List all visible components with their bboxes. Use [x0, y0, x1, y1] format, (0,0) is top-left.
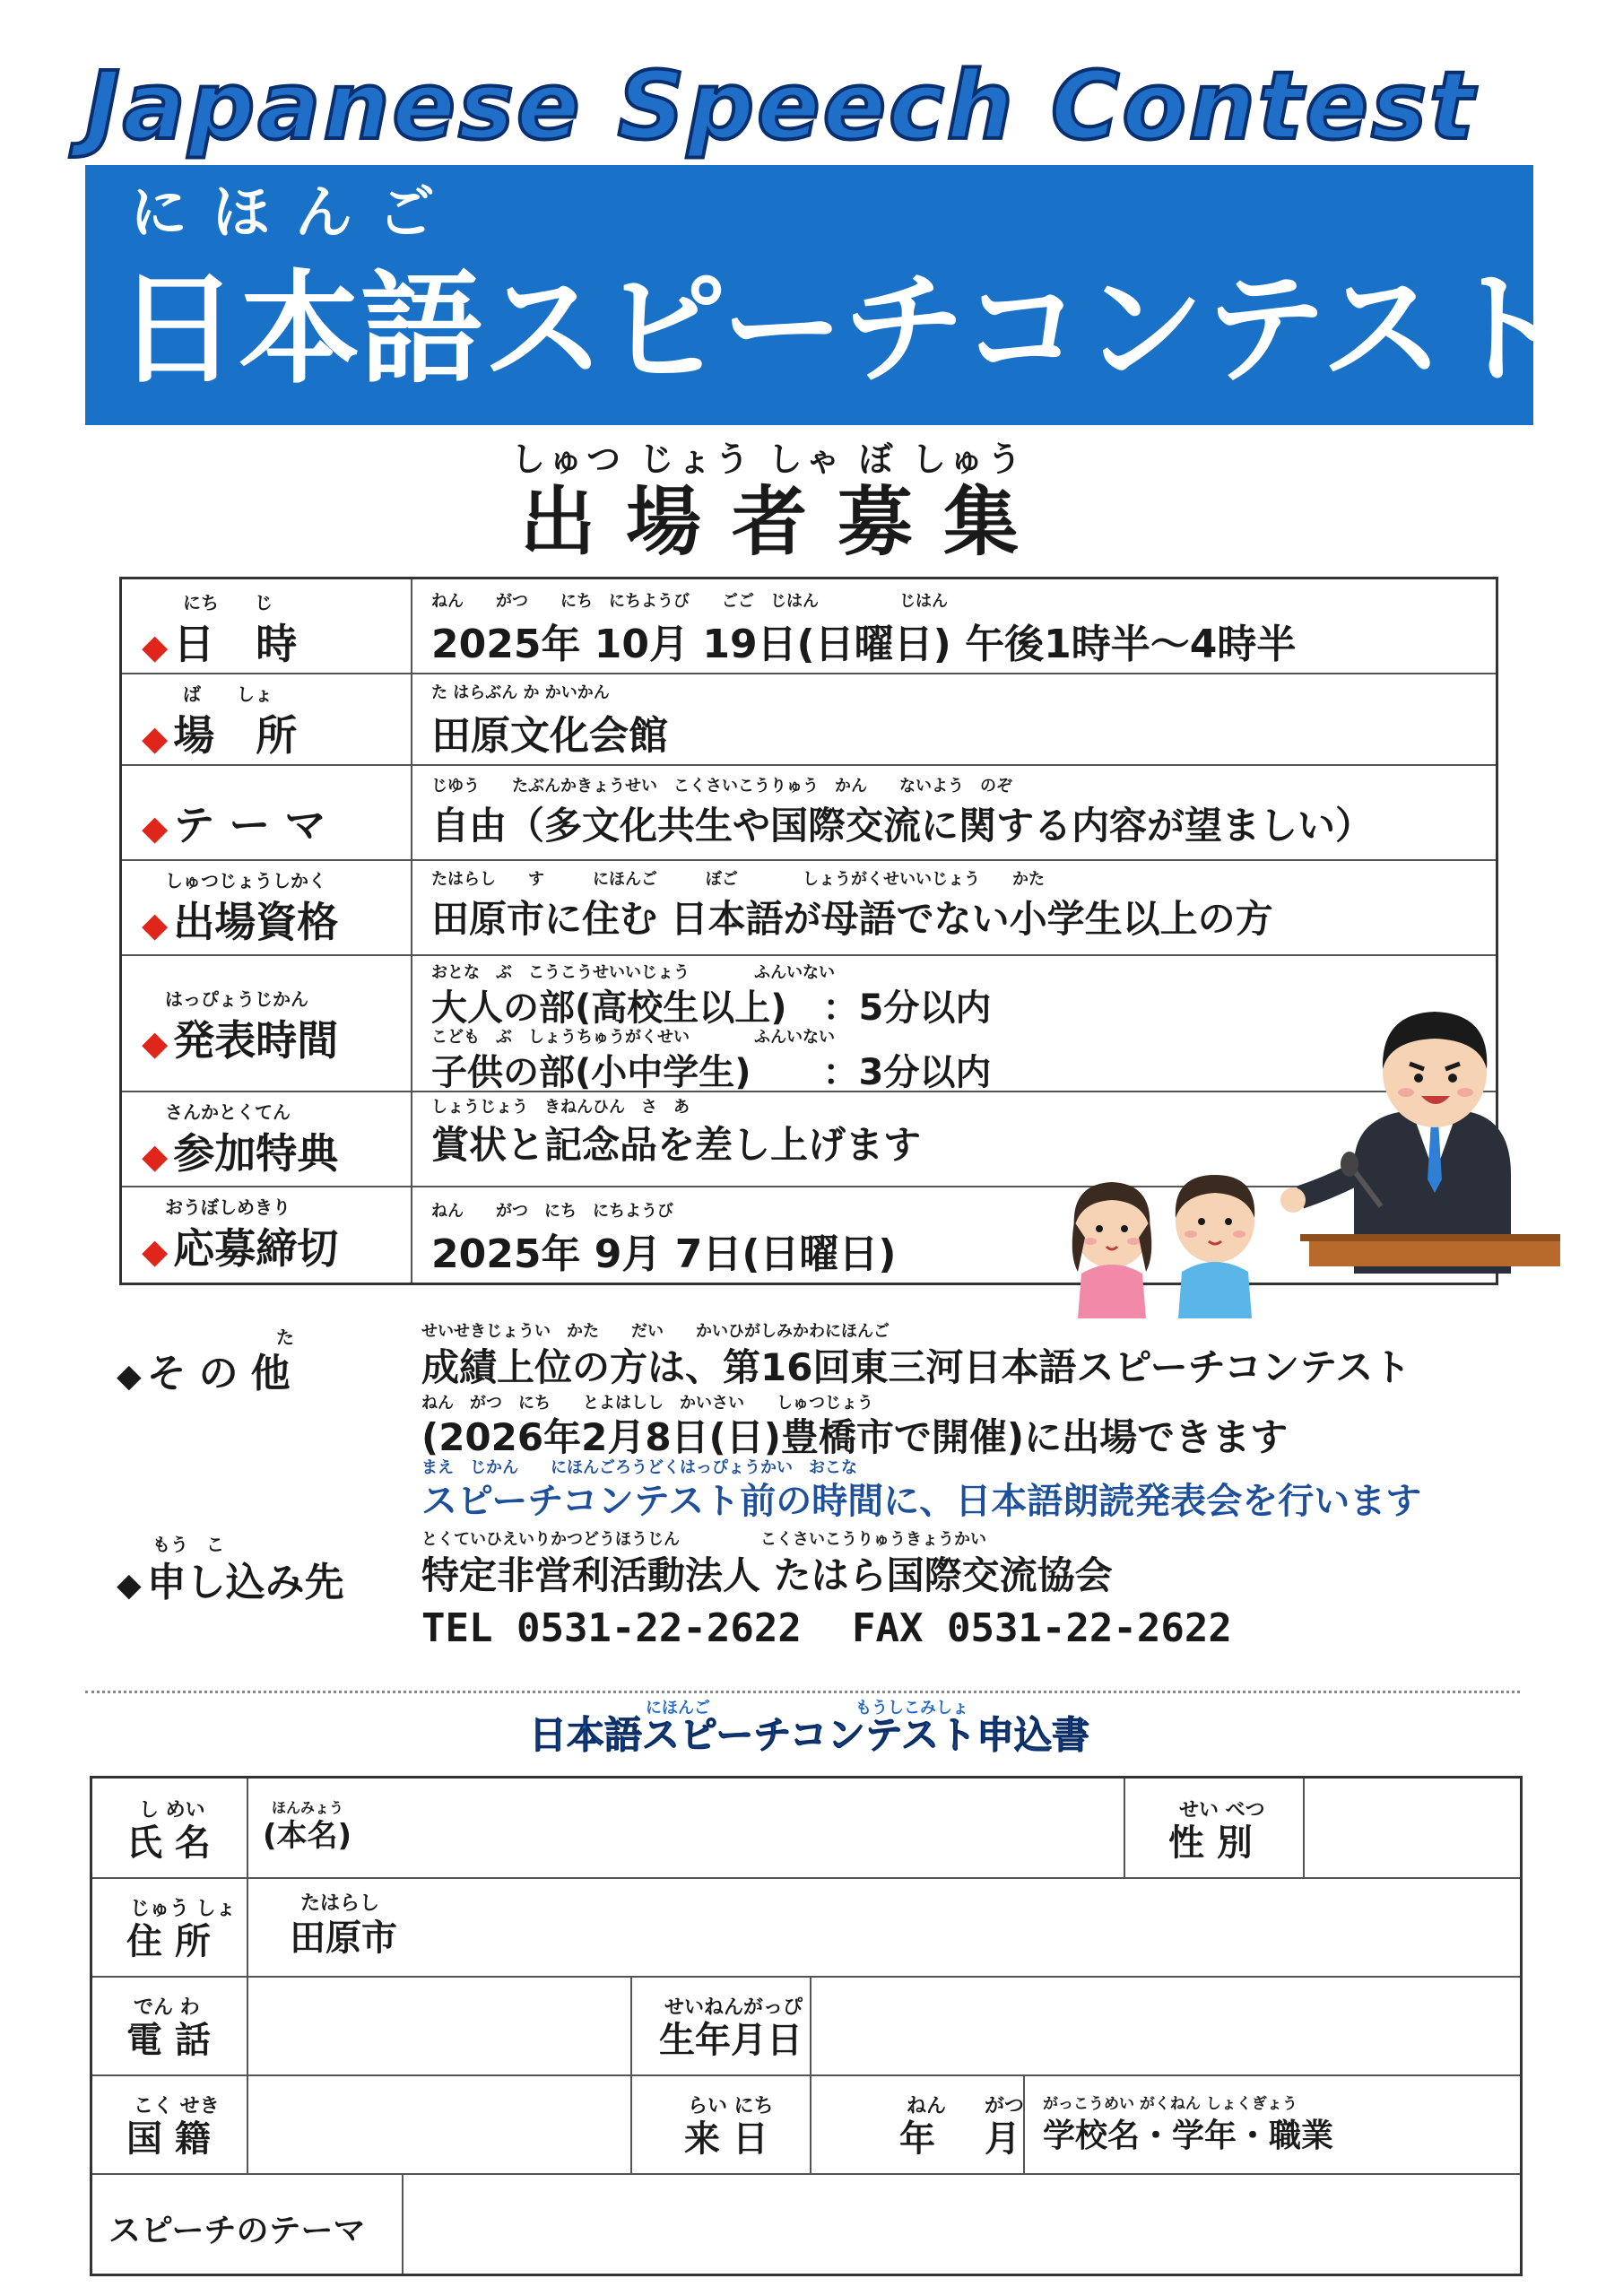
gender-field[interactable]	[1312, 1787, 1509, 1868]
deadline-label-ruby: おうぼしめきり	[165, 1196, 291, 1218]
date-value-ruby: ねん がつ にち にちようび ごご じはん じはん	[431, 592, 948, 611]
diamond-icon: ◆	[142, 1136, 169, 1176]
venue-label-ruby: ば しょ	[183, 683, 273, 705]
year-ruby: ねん	[907, 2095, 947, 2118]
table-row-divider	[122, 673, 1496, 674]
table-row-divider	[122, 859, 1496, 861]
form-col-divider	[1023, 2074, 1025, 2173]
apply-org-ruby: とくていひえいりかつどうほうじん こくさいこうりゅうきょうかい	[421, 1530, 986, 1549]
venue-label: ◆ 場 所	[142, 711, 298, 760]
benefit-label: ◆ 参加特典	[142, 1129, 339, 1178]
form-row-divider	[92, 2074, 1520, 2076]
deadline-label: ◆ 応募締切	[142, 1224, 339, 1273]
time-label: ◆ 発表時間	[142, 1016, 339, 1065]
apply-org: 特定非営利活動法人 たはら国際交流協会	[421, 1553, 1113, 1597]
address-ruby: じゅう しょ	[130, 1898, 236, 1920]
form-row-divider	[92, 1877, 1520, 1879]
diamond-icon: ◆	[142, 718, 169, 758]
other-line3-ruby: まえ じかん にほんごろうどくはっぴょうかい おこな	[421, 1458, 857, 1477]
benefit-value: 賞状と記念品を差し上げます	[431, 1123, 922, 1167]
adult-time-value: 大人の部(高校生以上) ：5分以内	[431, 987, 992, 1029]
address-value-ruby: たはらし	[300, 1892, 380, 1915]
table-row-divider	[122, 764, 1496, 766]
arrival-ruby: らい にち	[688, 2095, 774, 2118]
birthday-field[interactable]	[819, 1985, 1509, 2066]
form-col-divider	[1303, 1779, 1305, 1877]
apply-label: ◆ 申し込み先	[117, 1560, 344, 1605]
speech-theme-label: スピーチのテーマ	[108, 2213, 366, 2249]
application-form	[90, 1776, 1523, 2276]
theme-label: ◆ テ ー マ	[142, 801, 326, 849]
diamond-icon: ◆	[142, 1231, 169, 1271]
other-line2: (2026年2月8日(日)豊橋市で開催)に出場できます	[421, 1415, 1289, 1459]
school-label: 学校名・学年・職業	[1043, 2118, 1334, 2154]
banner-title: 日本語スピーチコンテスト	[117, 259, 1566, 401]
eligibility-value: 田原市に住む 日本語が母語でない小学生以上の方	[431, 897, 1273, 941]
name-label: 氏 名	[126, 1822, 211, 1864]
deadline-value: 2025年 9月 7日(日曜日)	[431, 1231, 897, 1277]
table-row-divider	[122, 954, 1496, 956]
table-column-divider	[411, 579, 412, 1283]
time-label-ruby: はっぴょうじかん	[165, 988, 308, 1010]
gender-ruby: せい べつ	[1179, 1799, 1265, 1822]
diamond-icon: ◆	[142, 905, 169, 944]
eligibility-label-ruby: しゅつじょうしかく	[165, 870, 326, 891]
diamond-icon: ◆	[117, 1567, 142, 1604]
gender-label: 性 別	[1168, 1822, 1253, 1864]
form-col-divider	[810, 1976, 812, 2173]
date-value: 2025年 10月 19日(日曜日) 午後1時半～4時半	[431, 622, 1297, 667]
diamond-icon: ◆	[117, 1358, 142, 1395]
child-time-value: 子供の部(小中学生) ：3分以内	[431, 1052, 992, 1093]
form-col-divider	[1124, 1779, 1125, 1877]
address-value: 田原市	[290, 1918, 397, 1959]
date-label: ◆ 日 時	[142, 620, 298, 668]
apply-fax: FAX 0531-22-2622	[852, 1605, 1232, 1651]
form-col-divider	[402, 2173, 404, 2274]
venue-value-ruby: た はらぶん か かいかん	[431, 683, 610, 702]
form-col-divider	[247, 1779, 248, 2173]
form-title: 日本語スピーチコンテスト申込書	[529, 1713, 1089, 1757]
banner-ruby: にほんご	[130, 180, 460, 247]
arrival-label: 来 日	[684, 2118, 768, 2160]
recruit-title: 出場者募集	[520, 477, 1050, 566]
recruit-ruby: しゅつ じょう しゃ ぼ しゅう	[511, 439, 1025, 479]
apply-label-ruby: もう こ	[152, 1534, 224, 1555]
other-line1-ruby: せいせきじょうい かた だい かいひがしみかわにほんご	[421, 1322, 890, 1341]
phone-label: 電 話	[126, 2020, 211, 2061]
english-title: Japanese Speech Contest	[85, 51, 1477, 161]
name-field[interactable]	[415, 1796, 1106, 1868]
nation-label: 国 籍	[126, 2118, 211, 2160]
birth-ruby: せいねんがっぴ	[664, 1996, 803, 2019]
other-line2-ruby: ねん がつ にち とよはしし かいさい しゅつじょう	[421, 1394, 873, 1413]
nation-ruby: こく せき	[134, 2095, 220, 2118]
speaker-illustration-svg	[1058, 987, 1560, 1318]
birth-label: 生年月日	[659, 2020, 803, 2061]
form-title-ruby: にほんご もうしこみしょ	[646, 1699, 968, 1718]
other-line3: スピーチコンテスト前の時間に、日本語朗読発表会を行います	[421, 1481, 1422, 1522]
deadline-value-ruby: ねん がつ にち にちようび	[431, 1202, 673, 1221]
cut-line	[85, 1691, 1520, 1693]
school-ruby: がっこうめい がくねん しょくぎょう	[1043, 2095, 1298, 2113]
theme-value-ruby: じゆう たぶんかきょうせい こくさいこうりゅう かん ないよう のぞ	[431, 777, 1012, 796]
diamond-icon: ◆	[142, 627, 169, 666]
child-time-ruby: こども ぶ しょうちゅうがくせい ふんいない	[431, 1028, 835, 1047]
honmyo-ruby: ほんみょう	[272, 1799, 344, 1816]
diamond-icon: ◆	[142, 808, 169, 848]
diamond-icon: ◆	[142, 1023, 169, 1063]
eligibility-value-ruby: たはらし す にほんご ぼご しょうがくせいいじょう かた	[431, 870, 1045, 889]
name-ruby: し めい	[139, 1799, 205, 1822]
phone-ruby: でん わ	[134, 1996, 200, 2019]
adult-time-ruby: おとな ぶ こうこうせいいじょう ふんいない	[431, 963, 835, 982]
honmyo-note: (本名)	[263, 1818, 352, 1854]
benefit-value-ruby: しょうじょう きねんひん さ あ	[431, 1098, 690, 1117]
apply-tel: TEL 0531-22-2622	[421, 1605, 802, 1651]
other-label-ruby: た	[276, 1326, 294, 1348]
form-row-divider	[92, 2173, 1520, 2175]
speaker-illustration	[1058, 987, 1560, 1318]
address-label: 住 所	[126, 1921, 211, 1962]
venue-value: 田原文化会館	[431, 713, 668, 759]
other-line1: 成績上位の方は、第16回東三河日本語スピーチコンテスト	[421, 1345, 1411, 1389]
month-label: 月	[985, 2118, 1020, 2160]
month-ruby: がつ	[985, 2095, 1025, 2118]
year-label: 年	[899, 2118, 935, 2160]
form-row-divider	[92, 1976, 1520, 1978]
theme-value: 自由（多文化共生や国際交流に関する内容が望ましい）	[431, 804, 1374, 848]
other-label: ◆ その他	[117, 1351, 303, 1396]
date-label-ruby: にち じ	[183, 592, 273, 613]
phone-field[interactable]	[256, 1985, 621, 2066]
benefit-label-ruby: さんかとくてん	[165, 1101, 291, 1123]
form-col-divider	[630, 1976, 632, 2173]
eligibility-label: ◆ 出場資格	[142, 898, 339, 946]
nationality-field[interactable]	[256, 2083, 621, 2164]
address-field[interactable]	[415, 1886, 1509, 1967]
speech-theme-field[interactable]	[415, 2184, 1509, 2265]
